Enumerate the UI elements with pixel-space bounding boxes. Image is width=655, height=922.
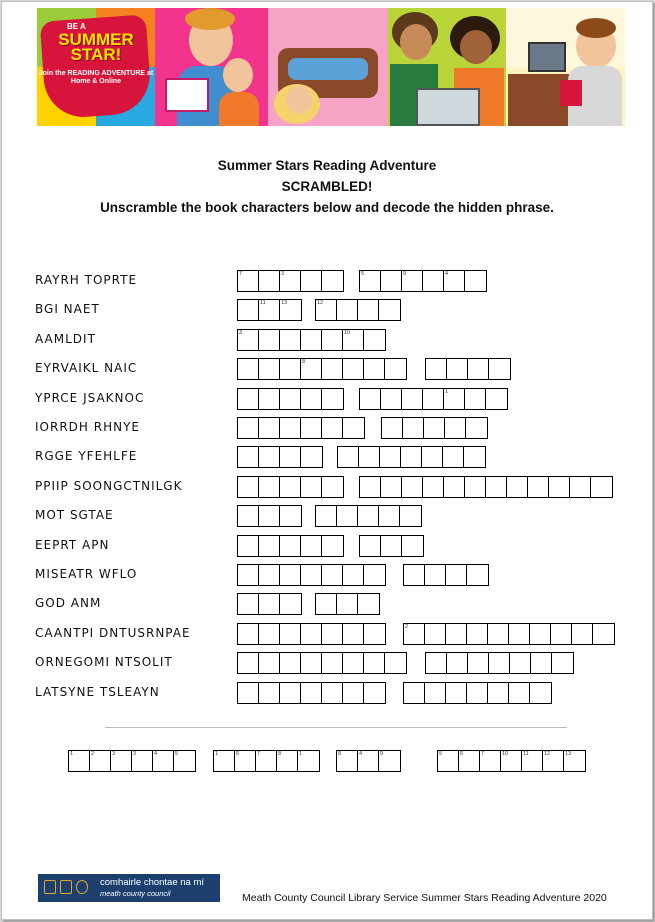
answer-word-boxes [237, 299, 302, 321]
answer-word-boxes [237, 358, 407, 380]
banner-image [37, 8, 625, 126]
code-number: 3 [133, 751, 137, 757]
letter-box[interactable] [530, 683, 551, 703]
answer-word-boxes [403, 564, 489, 586]
phrase-letter-box[interactable] [132, 751, 153, 771]
letter-box[interactable] [402, 389, 423, 409]
letter-box[interactable] [364, 624, 385, 644]
letter-box[interactable] [280, 653, 301, 673]
letter-box[interactable] [530, 624, 551, 644]
code-number: 1 [215, 751, 219, 757]
letter-box[interactable] [280, 300, 301, 320]
letter-box[interactable] [379, 300, 400, 320]
scrambled-word: MOT SGTAE [35, 508, 114, 522]
letter-box[interactable] [280, 330, 301, 350]
scrambled-word: YPRCE JSAKNOC [35, 391, 145, 405]
letter-box[interactable] [259, 624, 280, 644]
letter-box[interactable] [465, 389, 486, 409]
letter-box[interactable] [259, 477, 280, 497]
answer-word-boxes [315, 593, 380, 615]
letter-box[interactable] [381, 271, 402, 291]
hidden-phrase-word [213, 750, 320, 772]
letter-box[interactable] [468, 653, 489, 673]
answer-word-boxes [359, 388, 508, 410]
letter-box[interactable] [489, 653, 510, 673]
letter-box[interactable] [468, 359, 489, 379]
code-number: 9 [403, 271, 407, 277]
phrase-letter-box[interactable] [277, 751, 298, 771]
letter-box[interactable] [259, 653, 280, 673]
letter-box[interactable] [337, 506, 358, 526]
heading-subtitle: SCRAMBLED! [281, 179, 373, 194]
letter-box[interactable] [402, 477, 423, 497]
letter-box[interactable] [385, 359, 406, 379]
code-number: 4 [359, 751, 363, 757]
letter-box[interactable] [322, 330, 343, 350]
code-number: 10 [502, 751, 509, 757]
letter-box[interactable] [322, 565, 343, 585]
code-number: 7 [239, 271, 243, 277]
letter-box[interactable] [316, 300, 337, 320]
letter-box[interactable] [402, 536, 423, 556]
letter-box[interactable] [486, 389, 507, 409]
letter-box[interactable] [446, 565, 467, 585]
scrambled-word: AAMLDIT [35, 332, 96, 346]
letter-box[interactable] [238, 594, 259, 614]
banner-illustration-laptop [506, 8, 625, 126]
letter-box[interactable] [358, 594, 379, 614]
heading-instructions: Unscramble the book characters below and decode the hidden phrase. [100, 200, 554, 215]
scrambled-word: MISEATR WFLO [35, 567, 138, 581]
phrase-letter-box[interactable] [522, 751, 543, 771]
letter-box[interactable] [423, 271, 444, 291]
phrase-letter-box[interactable] [90, 751, 111, 771]
letter-box[interactable] [280, 624, 301, 644]
answer-word-boxes [237, 652, 407, 674]
letter-box[interactable] [301, 477, 322, 497]
letter-box[interactable] [238, 418, 259, 438]
letter-box[interactable] [509, 683, 530, 703]
summer-star-logo [37, 8, 155, 126]
letter-box[interactable] [381, 536, 402, 556]
code-number: 5 [175, 751, 179, 757]
code-number: 4 [445, 271, 449, 277]
letter-box[interactable] [509, 624, 530, 644]
letter-box[interactable] [259, 359, 280, 379]
letter-box[interactable] [322, 624, 343, 644]
letter-box[interactable] [360, 477, 381, 497]
letter-box[interactable] [338, 447, 359, 467]
code-number: 7 [257, 751, 261, 757]
letter-box[interactable] [464, 447, 485, 467]
letter-box[interactable] [364, 653, 385, 673]
letter-box[interactable] [322, 359, 343, 379]
letter-box[interactable] [444, 389, 465, 409]
letter-box[interactable] [380, 447, 401, 467]
letter-box[interactable] [238, 330, 259, 350]
answer-word-boxes [337, 446, 486, 468]
letter-box[interactable] [259, 389, 280, 409]
logo-name-irish: comhairle chontae na mí [100, 877, 205, 888]
letter-box[interactable] [301, 418, 322, 438]
answer-word-boxes [237, 623, 386, 645]
letter-box[interactable] [551, 624, 572, 644]
code-number: 2 [405, 624, 409, 630]
letter-box[interactable] [301, 330, 322, 350]
letter-box[interactable] [486, 477, 507, 497]
letter-box[interactable] [446, 683, 467, 703]
letter-box[interactable] [280, 565, 301, 585]
letter-box[interactable] [400, 506, 421, 526]
letter-box[interactable] [259, 271, 280, 291]
letter-box[interactable] [316, 594, 337, 614]
code-number: 2 [91, 751, 95, 757]
letter-box[interactable] [426, 359, 447, 379]
letter-box[interactable] [259, 447, 280, 467]
code-number: 3 [239, 330, 243, 336]
letter-box[interactable] [301, 565, 322, 585]
logo-title: SUMMER STAR! [58, 30, 134, 64]
answer-word-boxes [237, 535, 344, 557]
footer-credit: Meath County Council Library Service Summer Stars Reading Adventure 2020 [242, 892, 607, 904]
letter-box[interactable] [238, 271, 259, 291]
phrase-letter-box[interactable] [153, 751, 174, 771]
letter-box[interactable] [280, 447, 301, 467]
answer-word-boxes [403, 623, 615, 645]
letter-box[interactable] [301, 447, 322, 467]
letter-box[interactable] [360, 271, 381, 291]
phrase-letter-box[interactable] [256, 751, 277, 771]
letter-box[interactable] [364, 330, 385, 350]
letter-box[interactable] [549, 477, 570, 497]
letter-box[interactable] [238, 359, 259, 379]
letter-box[interactable] [572, 624, 593, 644]
logo-be-text: BE A [67, 22, 86, 31]
code-number: 5 [361, 271, 365, 277]
worksheet-page [1, 1, 653, 920]
letter-box[interactable] [280, 271, 301, 291]
scrambled-word: EYRVAIKL NAIC [35, 361, 138, 375]
code-number: 11 [260, 300, 266, 306]
letter-box[interactable] [280, 477, 301, 497]
divider-line [105, 727, 567, 728]
letter-box[interactable] [465, 477, 486, 497]
letter-box[interactable] [343, 624, 364, 644]
answer-word-boxes [359, 535, 424, 557]
answer-word-boxes [237, 270, 344, 292]
logo-name-english: meath county council [100, 889, 171, 898]
code-number: 10 [344, 330, 351, 336]
letter-box[interactable] [322, 418, 343, 438]
letter-box[interactable] [385, 653, 406, 673]
phrase-letter-box[interactable] [69, 751, 90, 771]
hidden-phrase-word [68, 750, 196, 772]
code-number: 6 [460, 751, 464, 757]
code-number: 7 [481, 751, 485, 757]
letter-box[interactable] [425, 624, 446, 644]
letter-box[interactable] [238, 683, 259, 703]
code-number: 4 [154, 751, 158, 757]
letter-box[interactable] [301, 653, 322, 673]
letter-box[interactable] [238, 506, 259, 526]
letter-box[interactable] [301, 683, 322, 703]
letter-box[interactable] [364, 565, 385, 585]
letter-box[interactable] [381, 389, 402, 409]
phrase-letter-box[interactable] [438, 751, 459, 771]
answer-word-boxes [237, 446, 323, 468]
phrase-letter-box[interactable] [501, 751, 522, 771]
code-number: 1 [70, 751, 74, 757]
letter-box[interactable] [259, 330, 280, 350]
letter-box[interactable] [343, 418, 364, 438]
letter-box[interactable] [488, 683, 509, 703]
letter-box[interactable] [364, 359, 385, 379]
letter-box[interactable] [280, 359, 301, 379]
code-number: 12 [317, 300, 324, 306]
letter-box[interactable] [322, 653, 343, 673]
answer-word-boxes [237, 593, 302, 615]
letter-box[interactable] [259, 683, 280, 703]
letter-box[interactable] [467, 624, 488, 644]
letter-box[interactable] [301, 359, 322, 379]
letter-box[interactable] [343, 653, 364, 673]
code-number: 6 [236, 751, 240, 757]
answer-word-boxes [359, 270, 487, 292]
letter-box[interactable] [301, 389, 322, 409]
letter-box[interactable] [280, 418, 301, 438]
letter-box[interactable] [322, 271, 343, 291]
banner-illustration-tablet-kids [388, 8, 506, 126]
letter-box[interactable] [382, 418, 403, 438]
letter-box[interactable] [379, 506, 400, 526]
letter-box[interactable] [259, 300, 280, 320]
hidden-phrase-word [336, 750, 401, 772]
code-number: 11 [523, 751, 529, 757]
phrase-letter-box[interactable] [543, 751, 564, 771]
letter-box[interactable] [280, 506, 301, 526]
letter-box[interactable] [404, 683, 425, 703]
answer-word-boxes [403, 682, 552, 704]
letter-box[interactable] [528, 477, 549, 497]
letter-box[interactable] [259, 536, 280, 556]
answer-word-boxes [425, 358, 511, 380]
scrambled-word: EEPRT APN [35, 538, 110, 552]
code-number: 8 [278, 751, 282, 757]
letter-box[interactable] [238, 447, 259, 467]
phrase-letter-box[interactable] [214, 751, 235, 771]
answer-word-boxes [359, 476, 613, 498]
answer-word-boxes [237, 388, 344, 410]
heading-title: Summer Stars Reading Adventure [217, 158, 437, 173]
letter-box[interactable] [337, 300, 358, 320]
letter-box[interactable] [507, 477, 528, 497]
letter-box[interactable] [444, 477, 465, 497]
letter-box[interactable] [259, 506, 280, 526]
letter-box[interactable] [343, 683, 364, 703]
letter-box[interactable] [280, 683, 301, 703]
letter-box[interactable] [591, 477, 612, 497]
code-number: 8 [338, 751, 342, 757]
letter-box[interactable] [402, 271, 423, 291]
letter-box[interactable] [358, 506, 379, 526]
letter-box[interactable] [466, 418, 487, 438]
phrase-letter-box[interactable] [358, 751, 379, 771]
letter-box[interactable] [552, 653, 573, 673]
code-number: 1 [445, 389, 449, 395]
letter-box[interactable] [322, 389, 343, 409]
answer-word-boxes [315, 299, 401, 321]
code-number: 12 [544, 751, 551, 757]
code-number: 8 [302, 359, 306, 365]
letter-box[interactable] [381, 477, 402, 497]
answer-word-boxes [237, 505, 302, 527]
letter-box[interactable] [259, 418, 280, 438]
letter-box[interactable] [443, 447, 464, 467]
phrase-letter-box[interactable] [379, 751, 400, 771]
answer-word-boxes [237, 476, 344, 498]
phrase-letter-box[interactable] [480, 751, 501, 771]
letter-box[interactable] [322, 536, 343, 556]
worksheet-heading [2, 155, 652, 218]
answer-word-boxes [237, 417, 365, 439]
letter-box[interactable] [259, 565, 280, 585]
meath-county-council-logo [38, 874, 220, 902]
scrambled-word: PPIIP SOONGCTNILGK [35, 479, 183, 493]
phrase-letter-box[interactable] [235, 751, 256, 771]
letter-box[interactable] [445, 418, 466, 438]
letter-box[interactable] [238, 389, 259, 409]
letter-box[interactable] [259, 594, 280, 614]
banner-illustration-reading-family [155, 8, 268, 126]
letter-box[interactable] [238, 477, 259, 497]
scrambled-word: LATSYNE TSLEAYN [35, 685, 160, 699]
letter-box[interactable] [280, 536, 301, 556]
letter-box[interactable] [444, 271, 465, 291]
scrambled-word: IORRDH RHNYE [35, 420, 140, 434]
letter-box[interactable] [238, 653, 259, 673]
letter-box[interactable] [426, 653, 447, 673]
letter-box[interactable] [238, 300, 259, 320]
letter-box[interactable] [343, 565, 364, 585]
phrase-letter-box[interactable] [111, 751, 132, 771]
letter-box[interactable] [593, 624, 614, 644]
phrase-letter-box[interactable] [459, 751, 480, 771]
letter-box[interactable] [423, 477, 444, 497]
letter-box[interactable] [404, 565, 425, 585]
letter-box[interactable] [322, 477, 343, 497]
letter-box[interactable] [423, 389, 444, 409]
letter-box[interactable] [364, 683, 385, 703]
code-number: 9 [380, 751, 384, 757]
letter-box[interactable] [238, 565, 259, 585]
letter-box[interactable] [238, 624, 259, 644]
letter-box[interactable] [301, 536, 322, 556]
letter-box[interactable] [280, 594, 301, 614]
scrambled-word: ORNEGOMI NTSOLIT [35, 655, 173, 669]
letter-box[interactable] [446, 624, 467, 644]
letter-box[interactable] [489, 359, 510, 379]
letter-box[interactable] [531, 653, 552, 673]
answer-word-boxes [425, 652, 574, 674]
letter-box[interactable] [422, 447, 443, 467]
scrambled-word: GOD ANM [35, 596, 102, 610]
letter-box[interactable] [425, 565, 446, 585]
letter-box[interactable] [401, 447, 422, 467]
letter-box[interactable] [316, 506, 337, 526]
letter-box[interactable] [447, 653, 468, 673]
letter-box[interactable] [447, 359, 468, 379]
letter-box[interactable] [404, 624, 425, 644]
letter-box[interactable] [360, 536, 381, 556]
letter-box[interactable] [358, 300, 379, 320]
letter-box[interactable] [488, 624, 509, 644]
letter-box[interactable] [425, 683, 446, 703]
letter-box[interactable] [301, 624, 322, 644]
letter-box[interactable] [403, 418, 424, 438]
code-number: 3 [112, 751, 116, 757]
hidden-phrase-word [437, 750, 586, 772]
code-number: 3 [281, 271, 285, 277]
phrase-letter-box[interactable] [564, 751, 585, 771]
phrase-letter-box[interactable] [174, 751, 195, 771]
phrase-letter-box[interactable] [337, 751, 358, 771]
answer-word-boxes [381, 417, 488, 439]
letter-box[interactable] [343, 330, 364, 350]
logo-subtitle: Join the READING ADVENTURE at Home & Online [38, 70, 154, 85]
letter-box[interactable] [467, 565, 488, 585]
answer-word-boxes [315, 505, 422, 527]
code-number: 13 [281, 300, 288, 306]
phrase-letter-box[interactable] [298, 751, 319, 771]
code-number: 13 [565, 751, 572, 757]
letter-box[interactable] [510, 653, 531, 673]
letter-box[interactable] [238, 536, 259, 556]
code-number: 5 [439, 751, 443, 757]
code-number: 1 [299, 751, 303, 757]
scrambled-word: BGI NAET [35, 302, 100, 316]
letter-box[interactable] [570, 477, 591, 497]
answer-word-boxes [237, 682, 386, 704]
letter-box[interactable] [465, 271, 486, 291]
letter-box[interactable] [360, 389, 381, 409]
scrambled-word: CAANTPI DNTUSRNPAE [35, 626, 191, 640]
scrambled-word: RAYRH TOPRTE [35, 273, 138, 287]
letter-box[interactable] [343, 359, 364, 379]
answer-word-boxes [237, 564, 386, 586]
letter-box[interactable] [424, 418, 445, 438]
scrambled-word: RGGE YFEHLFE [35, 449, 138, 463]
letter-box[interactable] [337, 594, 358, 614]
letter-box[interactable] [322, 683, 343, 703]
banner-illustration-sofa [268, 8, 388, 126]
letter-box[interactable] [280, 389, 301, 409]
letter-box[interactable] [301, 271, 322, 291]
letter-box[interactable] [467, 683, 488, 703]
answer-word-boxes [237, 329, 386, 351]
letter-box[interactable] [359, 447, 380, 467]
